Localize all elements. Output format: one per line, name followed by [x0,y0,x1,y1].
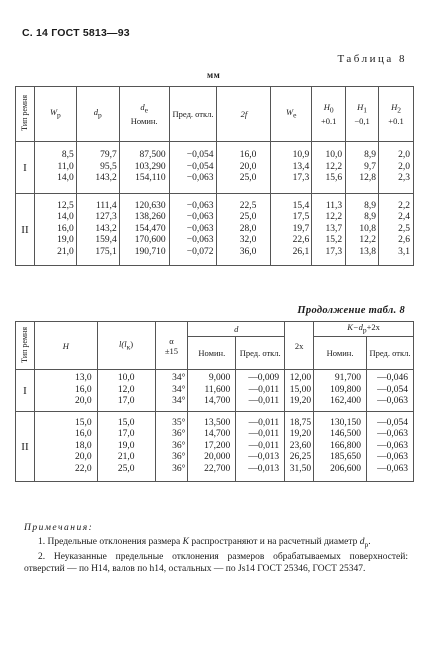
table-caption: Таблица 8 [337,53,407,65]
cell-we: 10,9 13,4 17,3 [271,142,312,194]
cell-d-nominal: 13,500 14,700 17,200 20,000 22,700 [188,412,236,482]
cell-dev: −0,054 −0,054 −0,063 [169,142,217,194]
cell-h1: 8,9 9,7 12,8 [346,142,379,194]
col-dp: $d_р$ [76,87,119,142]
col-h0: $H_0$ +0.1 [312,87,346,142]
cell-l: 10,0 12,0 17,0 [97,370,155,412]
col-l: $l(l_к)$ [97,322,155,370]
col-2f: 2f [217,87,271,142]
cell-alpha: 35° 36° 36° 36° 36° [155,412,188,482]
table-row-group [16,194,414,266]
cell-de: 120,630 138,260 154,470 170,600 190,710 [119,194,169,266]
note-2: 2. Неуказанные предельные отклонения размеров обрабатываемых поверхностей: отверстий — по Н14, валов по h14, остальных — по Js14 ГОСТ 25346, ГОСТ 25347. [24,551,408,574]
cell-l: 15,0 17,0 19,0 21,0 25,0 [97,412,155,482]
notes-title: Примечания: [24,523,94,533]
col-group-d: d [188,322,285,337]
cell-we: 15,4 17,5 19,7 22,6 26,1 [271,194,312,266]
continuation-caption: Продолжение табл. 8 [297,305,405,316]
col-h1: $H_1$ −0,1 [346,87,379,142]
cell-de: 87,500 103,290 154,110 [119,142,169,194]
belt-type-cell: I [16,142,35,194]
col-k-deviation: Пред. откл. [366,337,413,370]
cell-k-nominal: 91,700 109,800 162,400 [314,370,367,412]
cell-h0: 10,0 12,2 15,6 [312,142,346,194]
col-de-nominal: $d_е$ Номин. [119,87,169,142]
cell-dp: 79,7 95,5 143,2 [76,142,119,194]
cell-2x: 18,75 19,20 23,60 26,25 31,50 [285,412,314,482]
cell-alpha: 34° 34° 34° [155,370,188,412]
col-wp: $W_р$ [34,87,76,142]
col-k-nominal: Номин. [314,337,367,370]
col-h2: $H_2$ +0.1 [379,87,414,142]
units-label: мм [207,70,221,80]
page-header: С. 14 ГОСТ 5813—93 [22,27,130,39]
cell-d-deviation: —0,009 —0,011 —0,011 [236,370,285,412]
cell-h2: 2,2 2,4 2,5 2,6 3,1 [379,194,414,266]
table-row-group [16,370,414,412]
cell-h0: 11,3 12,2 13,7 15,2 17,3 [312,194,346,266]
cell-h1: 8,9 8,9 10,8 12,2 13,8 [346,194,379,266]
cell-wp: 8,5 11,0 14,0 [34,142,76,194]
belt-type-cell: II [16,194,35,266]
cell-2x: 12,00 15,00 19,20 [285,370,314,412]
cell-h2: 2,0 2,0 2,3 [379,142,414,194]
col-h: H [34,322,97,370]
belt-type-cell: II [16,412,35,482]
cell-wp: 12,5 14,0 16,0 19,0 21,0 [34,194,76,266]
cell-d-deviation: —0,011 —0,011 —0,011 —0,013 —0,013 [236,412,285,482]
cell-dp: 111,4 127,3 143,2 159,4 175,1 [76,194,119,266]
cell-h: 15,0 16,0 18,0 20,0 22,0 [34,412,97,482]
note-1: 1. Предельные отклонения размера K распространяют и на расчетный диаметр $d_р$. [38,537,371,549]
cell-2f: 22,5 25,0 28,0 32,0 36,0 [217,194,271,266]
col-d-nominal: Номин. [188,337,236,370]
belt-type-cell: I [16,370,35,412]
cell-k-deviation: —0,046 —0,054 —0,063 [366,370,413,412]
col-alpha: α ±15 [155,322,188,370]
table-row-group [16,142,414,194]
cell-2f: 16,0 20,0 25,0 [217,142,271,194]
cell-d-nominal: 9,000 11,600 14,700 [188,370,236,412]
col-we: $W_е$ [271,87,312,142]
col-group-k: $K-d_р+2x$ [314,322,414,337]
col-belt-type: Тип ремня [16,87,35,142]
table-8-continuation [15,321,414,482]
cell-dev: −0,063 −0,063 −0,063 −0,063 −0,072 [169,194,217,266]
col-2x: 2x [285,322,314,370]
col-d-deviation: Пред. откл. [236,337,285,370]
cell-k-nominal: 130,150 146,500 166,800 185,650 206,600 [314,412,367,482]
notes-section [24,522,408,575]
cell-h: 13,0 16,0 20,0 [34,370,97,412]
cell-k-deviation: —0,054 —0,063 —0,063 —0,063 —0,063 [366,412,413,482]
table-row-group [16,412,414,482]
col-belt-type: Тип ремня [16,322,35,370]
table-8 [15,86,414,266]
col-de-deviation: Пред. откл. [169,87,217,142]
